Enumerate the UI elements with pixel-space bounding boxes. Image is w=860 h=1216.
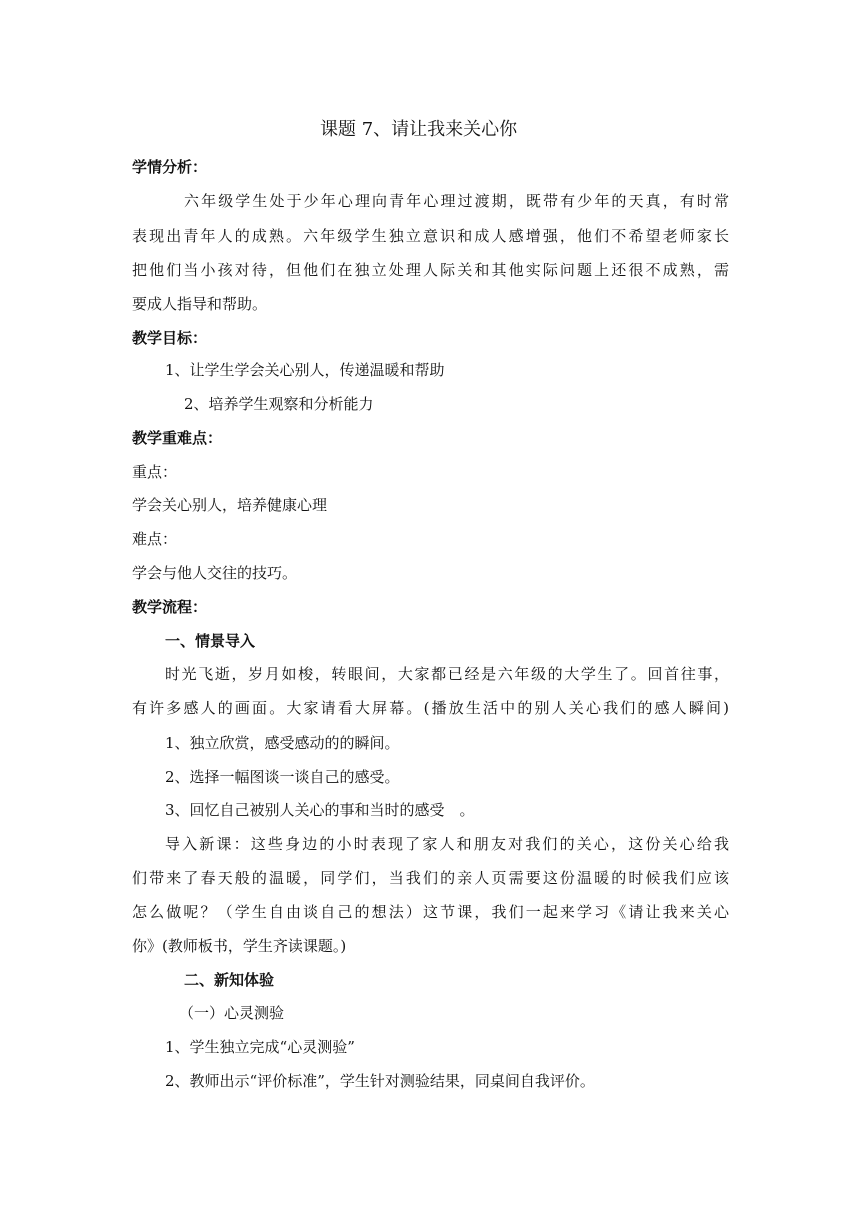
keypoints-heading: 教学重难点： (132, 429, 223, 447)
section1-item-2: 2、选择一幅图谈一谈自己的感受。 (165, 768, 400, 786)
intro-line-1: 导入新课：这些身边的小时表现了家人和朋友对我们的关心，这份关心给我 (165, 835, 729, 853)
key-label: 重点： (132, 463, 178, 481)
analysis-line-3: 把他们当小孩对待，但他们在独立处理人际关和其他实际问题上还很不成熟，需 (132, 261, 729, 279)
section2-subheading: （一）心灵测验 (179, 1004, 285, 1022)
analysis-heading: 学情分析： (132, 158, 208, 176)
analysis-line-1: 六年级学生处于少年心理向青年心理过渡期，既带有少年的天真，有时常 (184, 192, 729, 210)
intro-line-2: 们带来了春天般的温暖，同学们，当我们的亲人页需要这份温暖的时候我们应该 (132, 869, 729, 887)
intro-line-4: 你》(教师板书，学生齐读课题。) (132, 937, 347, 955)
difficult-label: 难点： (132, 530, 178, 548)
section1-para-line-1: 时光飞逝，岁月如梭，转眼间，大家都已经是六年级的大学生了。回首往事， (165, 665, 729, 683)
section1-item-1: 1、独立欣赏，感受感动的的瞬间。 (165, 734, 400, 752)
lesson-title: 课题 7、请让我来关心你 (320, 119, 518, 140)
intro-line-3: 怎么做呢？（学生自由谈自己的想法）这节课，我们一起来学习《请让我来关心 (132, 903, 729, 921)
goal-item-2: 2、培养学生观察和分析能力 (184, 395, 374, 413)
difficult-text: 学会与他人交往的技巧。 (132, 564, 298, 582)
section2-item-1: 1、学生独立完成“心灵测验” (165, 1038, 355, 1056)
section2-item-2: 2、教师出示“评价标准”，学生针对测验结果，同桌间自我评价。 (165, 1072, 595, 1090)
section2-heading: 二、新知体验 (184, 971, 275, 989)
goals-heading: 教学目标： (132, 329, 208, 347)
key-text: 学会关心别人，培养健康心理 (132, 496, 328, 514)
analysis-line-4: 要成人指导和帮助。 (132, 295, 268, 313)
section1-heading: 一、情景导入 (165, 632, 256, 650)
analysis-line-2: 表现出青年人的成熟。六年级学生独立意识和成人感增强，他们不希望老师家长 (132, 227, 729, 245)
section1-item-3: 3、回忆自己被别人关心的事和当时的感受 。 (165, 801, 475, 819)
goal-item-1: 1、让学生学会关心别人，传递温暖和帮助 (165, 361, 445, 379)
section1-para-line-2: 有许多感人的画面。大家请看大屏幕。(播放生活中的别人关心我们的感人瞬间) (132, 699, 729, 717)
process-heading: 教学流程： (132, 598, 208, 616)
